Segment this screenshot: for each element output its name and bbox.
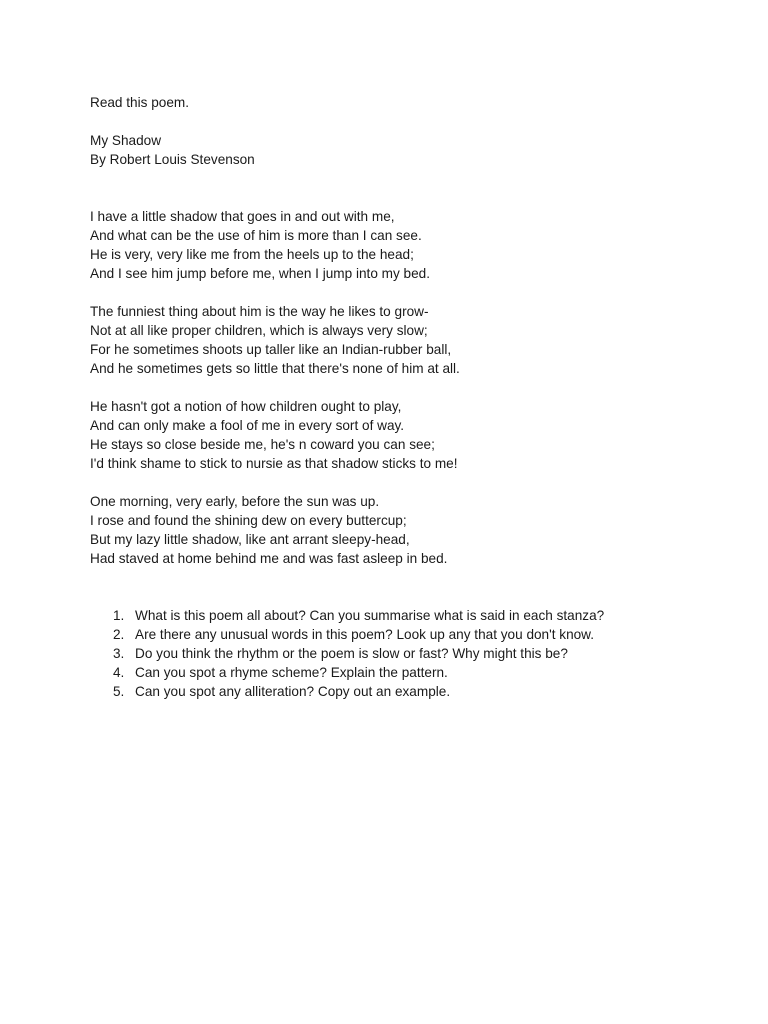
poem-line: Not at all like proper children, which is always very slow; [90,323,428,338]
poem-line: Had staved at home behind me and was fast asleep in bed. [90,551,448,566]
poem-line: I have a little shadow that goes in and out with me, [90,209,395,224]
question-text: Can you spot any alliteration? Copy out an example. [135,684,451,699]
question-text: What is this poem all about? Can you summarise what is said in each stanza? [135,608,605,623]
question-number: 5. [113,684,125,699]
poem-line: And can only make a fool of me in every sort of way. [90,418,405,433]
poem-line: He stays so close beside me, he's n coward you can see; [90,437,435,452]
question-number: 2. [113,627,125,642]
question-list [90,606,710,701]
question-number: 4. [113,665,125,680]
poem-line: I'd think shame to stick to nursie as that shadow sticks to me! [90,456,458,471]
stanza-2 [90,302,710,378]
stanza-4 [90,492,710,568]
poem-line: And I see him jump before me, when I jump into my bed. [90,266,431,281]
instruction-block [90,93,710,112]
poem-line: He hasn't got a notion of how children ought to play, [90,399,402,414]
poem-line: I rose and found the shining dew on every buttercup; [90,513,407,528]
poem-line: The funniest thing about him is the way he likes to grow- [90,304,429,319]
question-text: Can you spot a rhyme scheme? Explain the pattern. [135,665,448,680]
poem-line: And he sometimes gets so little that there's none of him at all. [90,361,460,376]
question-number: 1. [113,608,125,623]
instruction-text: Read this poem. [90,95,189,110]
question-text: Are there any unusual words in this poem? Look up any that you don't know. [135,627,595,642]
poem-line: For he sometimes shoots up taller like an Indian-rubber ball, [90,342,452,357]
question-item [90,644,710,663]
question-item [90,625,710,644]
document-body [90,93,710,701]
poem-title: My Shadow [90,133,162,148]
stanza-1 [90,207,710,283]
question-item [90,606,710,625]
poem-line: And what can be the use of him is more than I can see. [90,228,422,243]
question-text: Do you think the rhythm or the poem is slow or fast? Why might this be? [135,646,568,661]
poem-author: By Robert Louis Stevenson [90,152,255,167]
poem-header [90,131,710,169]
poem-line: But my lazy little shadow, like ant arrant sleepy-head, [90,532,410,547]
stanza-3 [90,397,710,473]
question-item [90,663,710,682]
poem-line: He is very, very like me from the heels up to the head; [90,247,414,262]
poem-line: One morning, very early, before the sun was up. [90,494,380,509]
question-item [90,682,710,701]
question-number: 3. [113,646,125,661]
